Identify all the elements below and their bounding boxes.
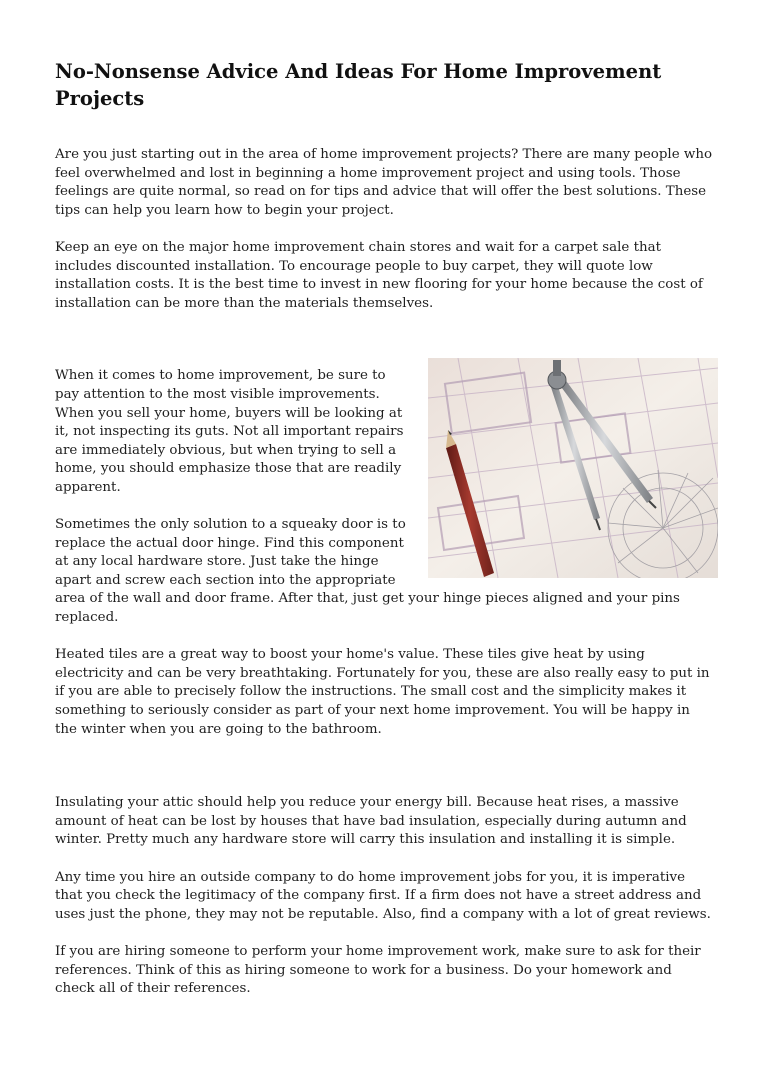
image-section	[55, 367, 715, 627]
blueprint-photo	[428, 358, 718, 578]
paragraph-carpet: Keep an eye on the major home improvement chain stores and wait for a carpet sale that includes discounted installation. To encourage people to buy carpet, they will quote low installation costs. It is the best time to invest in new flooring for your home because the cost of installation can be more than the materials themselves.	[55, 239, 703, 311]
paragraph-door-hinge: Sometimes the only solution to a squeaky door is to replace the actual door hinge. Find this component at any local hardware store. Just take the hinge apart and screw each section into the appropriate area of the wall and door frame. After that, just get your hinge pieces aligned and your pins replaced.	[55, 517, 680, 626]
paragraph-visible-improvements: When it comes to home improvement, be sure to pay attention to the most visible improvements. When you sell your home, buyers will be looking at it, not inspecting its guts. Not all important repairs are immediately obvious, but when trying to sell a home, you should emphasize those that are readily apparent.	[55, 368, 404, 495]
paragraph-references: If you are hiring someone to perform your home improvement work, make sure to ask for their references. Think of this as hiring someone to work for a business. Do your homework and check all of their references.	[55, 943, 701, 997]
document-page	[55, 58, 715, 999]
paragraph-attic-insulation: Insulating your attic should help you reduce your energy bill. Because heat rises, a massive amount of heat can be lost by houses that have bad insulation, especially during autumn and winter. Pretty much any hardware store will carry this insulation and installing it is simple.	[55, 795, 687, 848]
paragraph-heated-tiles: Heated tiles are a great way to boost your home's value. These tiles give heat by using electricity and can be very breathtaking. Fortunately for you, these are also really easy to put in if you are able to precisely follow the instructions. The small cost and the simplicity makes it something to seriously consider as part of your next home improvement. You will be happy in the winter when you are going to the bathroom.	[55, 647, 710, 737]
blueprint-compass-icon	[428, 358, 718, 578]
paragraph-outside-company: Any time you hire an outside company to do home improvement jobs for you, it is imperative that you check the legitimacy of the company first. If a firm does not have a street address and uses just the phone, they may not be reputable. Also, find a company with a lot of great reviews.	[55, 869, 711, 922]
article-title: No-Nonsense Advice And Ideas For Home Improvement Projects	[55, 60, 662, 110]
paragraph-intro: Are you just starting out in the area of home improvement projects? There are many people who feel overwhelmed and lost in beginning a home improvement project and using tools. Those feelings are quite normal, so read on for tips and advice that will offer the best solutions. These tips can help you learn how to begin your project.	[55, 147, 713, 218]
